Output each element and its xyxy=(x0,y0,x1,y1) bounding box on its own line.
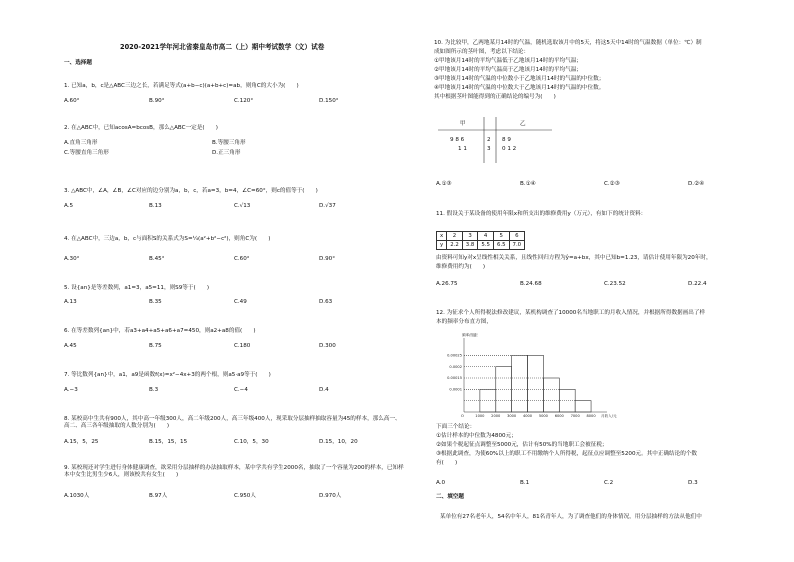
fill-question-stem: 某单位有27名老年人，54名中年人，81名青年人，为了调查他们的身体情况，用分层抽样的方法从他们中 xyxy=(440,514,702,520)
option: D.970人 xyxy=(319,493,342,499)
option: C.−4 xyxy=(234,387,248,393)
question-stem: 7. 等比数列{an}中，a1，a9是函数f(x)=x²−4x+3的两个根，则a5·a9等于( ) xyxy=(64,372,271,378)
x-tick-label: 5000 xyxy=(538,414,548,418)
option: A.0 xyxy=(436,480,446,486)
option: B.45° xyxy=(149,256,165,262)
y-tick-label: 0.0002 xyxy=(449,364,462,369)
option: B.90° xyxy=(149,98,165,104)
option: D.22.4 xyxy=(688,281,707,287)
question-stem: 5. 设{an}是等差数列，a1=3，a5=11，则S9等于( ) xyxy=(64,285,210,291)
option: C.120° xyxy=(234,98,254,104)
histogram-bar xyxy=(575,401,591,412)
option: C.60° xyxy=(234,256,250,262)
q12-line: ①估计样本的中位数为4800元； xyxy=(436,433,517,439)
stem-leaf-stem: 2 xyxy=(487,137,491,143)
x-tick-label: 1000 xyxy=(475,414,485,418)
table-cell: 6.5 xyxy=(493,241,509,250)
table-cell: 6 xyxy=(509,232,525,241)
option: B.15，15，15 xyxy=(149,439,188,445)
q12-line: ②如果个税起征点调整至5000元，估计有50%的当地职工会被征税； xyxy=(436,442,608,448)
option: A.1030人 xyxy=(64,493,90,499)
option: C.950人 xyxy=(234,493,256,499)
left-column xyxy=(28,0,404,562)
y-tick-label: 0.00015 xyxy=(447,376,462,381)
x-axis-label: 月收入/元 xyxy=(601,414,617,418)
stem-leaf-left-leaves: 1 1 xyxy=(458,146,467,152)
option: A.45 xyxy=(64,343,77,349)
table-cell: 2 xyxy=(447,232,463,241)
option: D.√37 xyxy=(319,203,336,209)
q12-line: 有( ) xyxy=(436,460,458,466)
question-stem: 4. 在△ABC中，三边a，b，c与面积S的关系式为S=¼(a²+b²−c²)，则角C为( ) xyxy=(64,236,271,242)
q10-line: 其中根据茎叶图能得到的正确结论的编号为( ) xyxy=(434,94,556,100)
option: C.√13 xyxy=(234,203,251,209)
option: B.35 xyxy=(149,299,162,305)
option: A.直角三角形 xyxy=(64,140,98,146)
q11-line: 维修费用约为( ) xyxy=(436,264,486,270)
option: A.5 xyxy=(64,203,74,209)
option: B.75 xyxy=(149,343,162,349)
q10-line: 成如图所示的茎叶图，考虑以下结论： xyxy=(434,49,530,55)
question-stem: 11. 假设关于某设备的使用年限x和所支出的维修费用y（万元），有如下的统计资料： xyxy=(436,211,647,217)
histogram-bar xyxy=(543,378,559,412)
table-cell: 7.0 xyxy=(509,241,525,250)
q10-line: ③甲地该月14时的气温的中位数小于乙地该月14时的气温的中位数； xyxy=(434,76,605,82)
stem-leaf-right-leaves: 0 1 2 xyxy=(502,146,517,152)
option: A.15，5，25 xyxy=(64,439,99,445)
x-tick-label: 7000 xyxy=(570,414,580,418)
stem-leaf-left-leaves: 9 8 6 xyxy=(450,137,465,143)
right-column xyxy=(430,0,794,562)
x-tick-label: 6000 xyxy=(554,414,564,418)
income-histogram xyxy=(434,332,624,422)
option: A.30° xyxy=(64,256,80,262)
question-stem: 6. 在等差数列{an}中，若a3+a4+a5+a6+a7=450，则a2+a8的值( ) xyxy=(64,328,256,334)
page-title: 2020-2021学年河北省秦皇岛市高二（上）期中考试数学（文）试卷 xyxy=(120,43,325,51)
y-axis-label: 频率/组距 xyxy=(462,333,478,337)
x-tick-label: 8000 xyxy=(586,414,596,418)
option: B.等腰三角形 xyxy=(212,140,246,146)
option: D.90° xyxy=(319,256,336,262)
histogram-bar xyxy=(512,355,528,412)
option: C.23.52 xyxy=(604,281,626,287)
option: C.180 xyxy=(234,343,251,349)
option: A.60° xyxy=(64,98,80,104)
stem-leaf-left-label: 甲 xyxy=(460,121,466,127)
stem-leaf-plot xyxy=(436,115,556,165)
table-header-cell: x xyxy=(437,232,447,241)
table-cell: 2.2 xyxy=(447,241,463,250)
q12-line: ③根据此调查，为使60%以上的职工不用缴纳个人所得税，起征点应调整至5200元。其中正确结论的个数 xyxy=(436,451,698,457)
stem-leaf-right-label: 乙 xyxy=(520,121,526,127)
y-tick-label: 0.00025 xyxy=(447,353,462,358)
table-cell: 3.8 xyxy=(462,241,478,250)
option: A.26.75 xyxy=(436,281,458,287)
q10-line: ②甲地该月14时的平均气温高于乙地该月14时的平均气温； xyxy=(434,67,582,73)
x-tick-label: 4000 xyxy=(522,414,533,418)
q10-line: 10. 为比较甲，乙两地某月14时的气温，随机选取该月中的5天，将这5天中14时的气温数据（单位：℃）制 xyxy=(434,40,702,46)
option: B.13 xyxy=(149,203,162,209)
q12-line: 下面三个结论： xyxy=(436,424,476,430)
option: C.10，5，30 xyxy=(234,439,269,445)
question-stem: 2. 在△ABC中，已知acosA=bcosB，那么△ABC一定是( ) xyxy=(64,125,218,131)
q11-line: 由资料可知y对x呈线性相关关系，且线性回归方程为ŷ=a+bx，其中已知b=1.23，请估计使用年限为20年时， xyxy=(436,255,712,261)
option: D.15，10，20 xyxy=(319,439,358,445)
section-fill-heading: 二、填空题 xyxy=(436,494,464,500)
x-tick-label: 2000 xyxy=(491,414,501,418)
option: D.300 xyxy=(319,343,336,349)
q12-line: 本的频率分布直方图， xyxy=(436,319,492,325)
option: B.24.68 xyxy=(520,281,542,287)
option: D.②④ xyxy=(688,181,705,187)
option: B.3 xyxy=(149,387,159,393)
option: D.正三角形 xyxy=(212,150,241,156)
option: C.2 xyxy=(604,480,614,486)
option: B.97人 xyxy=(149,493,168,499)
option: A.−3 xyxy=(64,387,78,393)
question-stem: 1. 已知a，b，c是△ABC三边之长，若满足等式(a+b−c)(a+b+c)=ab，则角C的大小为( ) xyxy=(64,83,299,89)
table-cell: 5.5 xyxy=(478,241,494,250)
option: B.①④ xyxy=(520,181,536,187)
option: C.49 xyxy=(234,299,247,305)
question-stem: 8. 某校高中生共有900人，其中高一年级300人，高二年级200人，高三年级400人，现采取分层抽样抽取容量为45的样本，那么高一、高二、高三各年级抽取的人数分别为( ) xyxy=(64,416,401,429)
q11-data-table xyxy=(436,231,525,250)
question-stem: 3. △ABC中，∠A，∠B，∠C对应的边分别为a，b，c，若a=3，b=4，∠C=60°，则c的值等于( ) xyxy=(64,188,318,194)
option: C.等腰直角三角形 xyxy=(64,150,109,156)
stem-leaf-stem: 3 xyxy=(487,146,491,152)
option: B.1 xyxy=(520,480,530,486)
stem-leaf-right-leaves: 8 9 xyxy=(502,137,511,143)
question-stem: 9. 某校现还对学生进行身体健康调查，欲采用分层抽样的办法抽取样本，某中学共有学生2000名，抽取了一个容量为200的样本，已知样本中女生比男生少6人，则该校共有女生( ) xyxy=(64,465,404,478)
option: D.150° xyxy=(319,98,339,104)
option: A.①③ xyxy=(436,181,452,187)
y-tick-label: 0.0001 xyxy=(449,387,462,392)
section-choice-heading: 一、选择题 xyxy=(64,60,92,66)
option: D.3 xyxy=(688,480,698,486)
option: D.4 xyxy=(319,387,329,393)
option: D.63 xyxy=(319,299,333,305)
q10-line: ④甲地该月14时的气温的中位数大于乙地该月14时的气温的中位数。 xyxy=(434,85,605,91)
histogram-bar xyxy=(528,355,544,412)
option: C.②③ xyxy=(604,181,620,187)
table-cell: 3 xyxy=(462,232,478,241)
table-header-cell: y xyxy=(437,241,447,250)
q10-line: ①甲地该月14时的平均气温低于乙地该月14时的平均气温； xyxy=(434,58,582,64)
x-tick-label: 3000 xyxy=(507,414,517,418)
option: A.13 xyxy=(64,299,77,305)
origin-label: O xyxy=(461,414,464,418)
table-cell: 5 xyxy=(493,232,509,241)
table-cell: 4 xyxy=(478,232,494,241)
q12-line: 12. 为征求个人所得税法修改建议，某机构调查了10000名当地职工的月收入情况，并根据所得数据画出了样 xyxy=(436,310,706,316)
